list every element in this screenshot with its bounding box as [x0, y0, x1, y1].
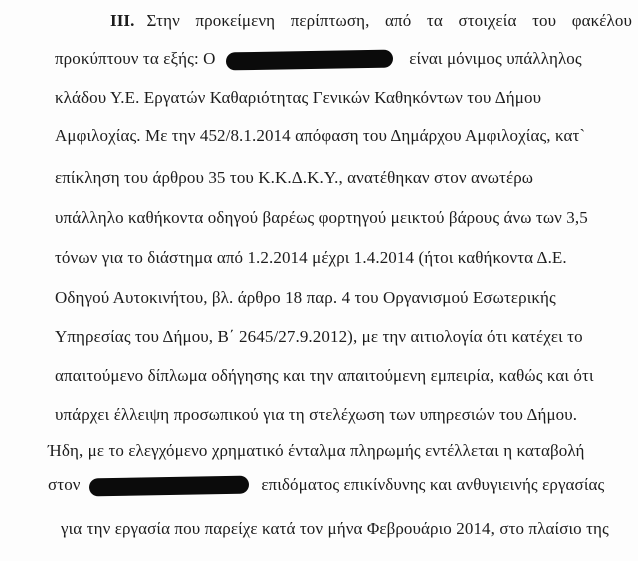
text-line-2 [55, 49, 635, 69]
text-line-10 [55, 366, 635, 386]
text-line-1 [110, 11, 632, 31]
redaction-bar [89, 476, 249, 497]
text-line-2-start: προκύπτουν τα εξής: Ο [55, 49, 216, 68]
text-line-6-content: υπάλληλο καθήκοντα οδηγού βαρέως φορτηγού μεικτού βάρους άνω των 3,5 [55, 208, 588, 227]
text-line-1-content: Στην προκείμενη περίπτωση, από τα στοιχεία του φακέλου [146, 11, 632, 30]
text-line-13 [48, 475, 635, 495]
text-line-7-content: τόνων για το διάστημα από 1.2.2014 μέχρι 1.4.2014 (ήτοι καθήκοντα Δ.Ε. [55, 248, 567, 267]
text-line-14 [61, 519, 635, 539]
text-line-5 [55, 168, 635, 188]
text-line-9 [55, 327, 635, 347]
text-line-11-content: υπάρχει έλλειψη προσωπικού για τη στελέχωση των υπηρεσιών του Δήμου. [55, 405, 578, 424]
text-line-5-content: επίκληση του άρθρου 35 του Κ.Κ.Δ.Κ.Υ., ανατέθηκαν στον ανωτέρω [55, 168, 534, 187]
text-line-13-start: στον [48, 475, 81, 494]
text-line-3 [55, 88, 635, 108]
text-line-10-content: απαιτούμενο δίπλωμα οδήγησης και την απαιτούμενη εμπειρία, καθώς και ότι [55, 366, 594, 385]
text-line-2-end: είναι μόνιμος υπάλληλος [409, 49, 582, 68]
text-line-11 [55, 405, 635, 425]
text-line-4-content: Αμφιλοχίας. Με την 452/8.1.2014 απόφαση του Δημάρχου Αμφιλοχίας, κατ` [55, 126, 586, 145]
text-line-9-content: Υπηρεσίας του Δήμου, Β΄ 2645/27.9.2012), με την αιτιολογία ότι κατέχει το [55, 327, 583, 346]
text-line-8-content: Οδηγού Αυτοκινήτου, βλ. άρθρο 18 παρ. 4 του Οργανισμού Εσωτερικής [55, 288, 556, 307]
text-line-4 [55, 126, 635, 146]
text-line-12-content: Ήδη, με το ελεγχόμενο χρηματικό ένταλμα πληρωμής εντέλλεται η καταβολή [48, 441, 585, 460]
redaction-bar [226, 50, 393, 71]
text-line-12 [48, 441, 635, 461]
text-line-7 [55, 248, 635, 268]
text-line-13-end: επιδόματος επικίνδυνης και ανθυγιεινής εργασίας [261, 475, 605, 494]
text-line-3-content: κλάδου Υ.Ε. Εργατών Καθαριότητας Γενικών Καθηκόντων του Δήμου [55, 88, 542, 107]
section-number: III. [110, 11, 135, 30]
text-line-8 [55, 288, 635, 308]
text-line-14-content: για την εργασία που παρείχε κατά τον μήνα Φεβρουάριο 2014, στο πλαίσιο της [61, 519, 609, 538]
text-line-6 [55, 208, 635, 228]
